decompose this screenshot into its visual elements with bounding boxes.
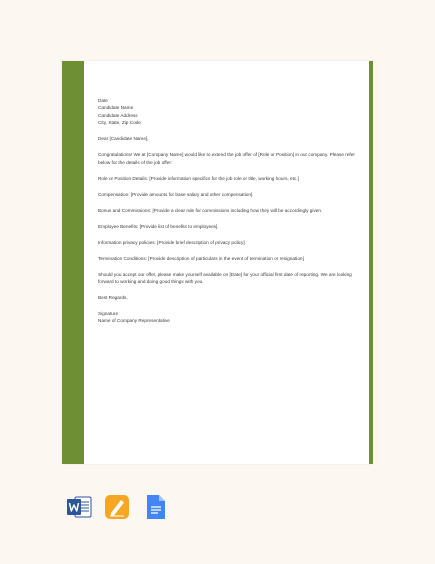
right-accent-bar (369, 61, 373, 464)
word-icon[interactable] (66, 494, 92, 520)
privacy-paragraph: Information privacy policies: [Provide brief description of privacy policy] (98, 239, 245, 245)
letter-content (98, 97, 360, 325)
signature-line: Signature (98, 311, 119, 317)
letter-document (62, 61, 373, 464)
date-line: Date (98, 98, 108, 103)
bonus-paragraph: Bonus and Commissions: [Provide a clear rule for commissions including how they will be accordingly given. (98, 207, 323, 213)
intro-paragraph: Congratulations! We at [Company Name] would like to extend the job offer of [Role or Position] in our company. Please refer below for the details of the job offer: (98, 152, 355, 165)
representative-line: Name of Company Representative (98, 318, 170, 324)
acceptance-paragraph: Should you accept our offer, please make yourself available on [Date] for your official first date of reporting. We are looking forward to working and doing good things with you. (98, 271, 352, 285)
pages-icon[interactable] (104, 494, 130, 520)
city-state-zip-line: City, State, Zip Code (98, 120, 141, 126)
left-accent-bar (62, 61, 84, 464)
compensation-paragraph: Compensation: [Provide amounts for base salary and other compensation] (98, 191, 253, 197)
salutation: Dear [Candidate Name], (98, 136, 149, 142)
closing: Best Regards, (98, 295, 128, 301)
termination-paragraph: Termination Conditions: [Provide description of particulars in the event of termination or resignation] (98, 255, 304, 261)
role-details-paragraph: Role or Position Details: [Provide information specifics for the job role or title, working hours, etc.] (98, 175, 299, 181)
benefits-paragraph: Employee Benefits: [Provide list of benefits to employees]. (98, 223, 219, 229)
candidate-address-line: Candidate Address (98, 112, 138, 118)
app-icons-row (66, 494, 168, 520)
google-docs-icon[interactable] (142, 494, 168, 520)
candidate-name-line: Candidate Name (98, 105, 134, 111)
